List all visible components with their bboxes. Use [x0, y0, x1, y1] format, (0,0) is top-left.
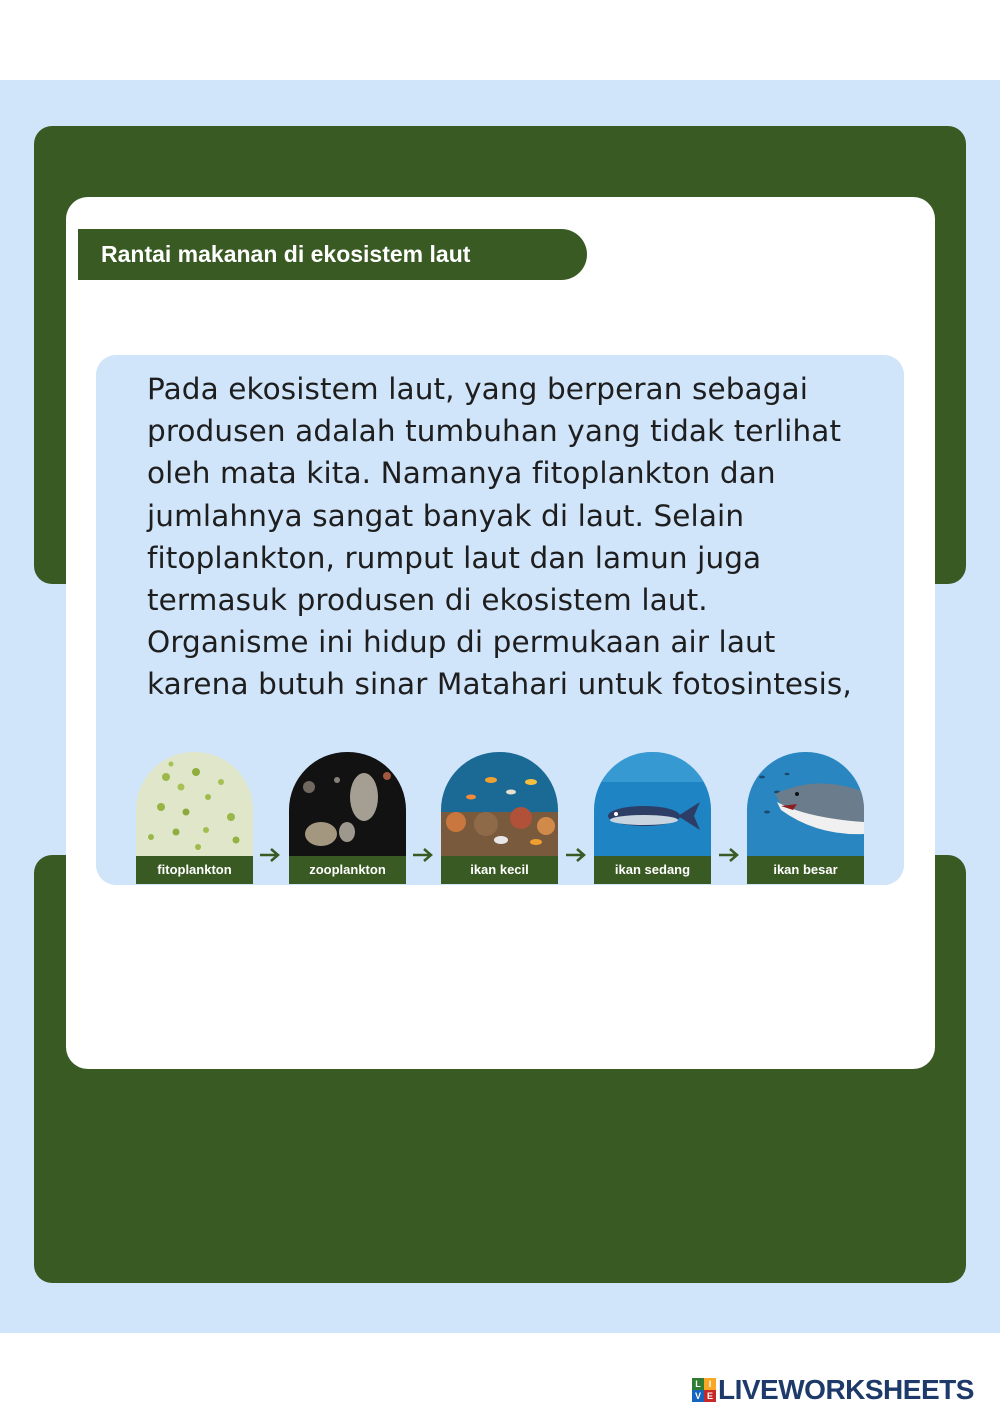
arrow-right-icon	[564, 846, 588, 864]
chain-item-ikan-besar	[747, 752, 864, 884]
logo-text: LIVEWORKSHEETS	[718, 1374, 974, 1405]
chain-item-fitoplankton	[136, 752, 253, 884]
phytoplankton-image	[136, 752, 253, 856]
chain-label: fitoplankton	[136, 856, 253, 884]
small-fish-image	[441, 752, 558, 856]
chain-item-ikan-kecil	[441, 752, 558, 884]
medium-fish-image	[594, 752, 711, 856]
chain-label: ikan besar	[747, 856, 864, 884]
liveworksheets-logo	[692, 1374, 974, 1406]
logo-grid-icon: L I V E	[692, 1378, 716, 1402]
chain-label: zooplankton	[289, 856, 406, 884]
arrow-right-icon	[258, 846, 282, 864]
arrow-right-icon	[411, 846, 435, 864]
chain-item-ikan-sedang	[594, 752, 711, 884]
zooplankton-image	[289, 752, 406, 856]
chain-label: ikan kecil	[441, 856, 558, 884]
arrow-right-icon	[717, 846, 741, 864]
body-paragraph: Pada ekosistem laut, yang berperan sebagai produsen adalah tumbuhan yang tidak terlihat oleh mata kita. Namanya fitoplankton dan jumlahnya sangat banyak di laut. Selain fitoplankton, rumput laut dan lamun juga termasuk produsen di ekosistem laut. Organisme ini hidup di permukaan air laut karena butuh sinar Matahari untuk fotosintesis,	[147, 372, 852, 702]
section-title: Rantai makanan di ekosistem laut	[78, 229, 587, 280]
chain-label: ikan sedang	[594, 856, 711, 884]
chain-item-zooplankton	[289, 752, 406, 884]
shark-image	[747, 752, 864, 856]
